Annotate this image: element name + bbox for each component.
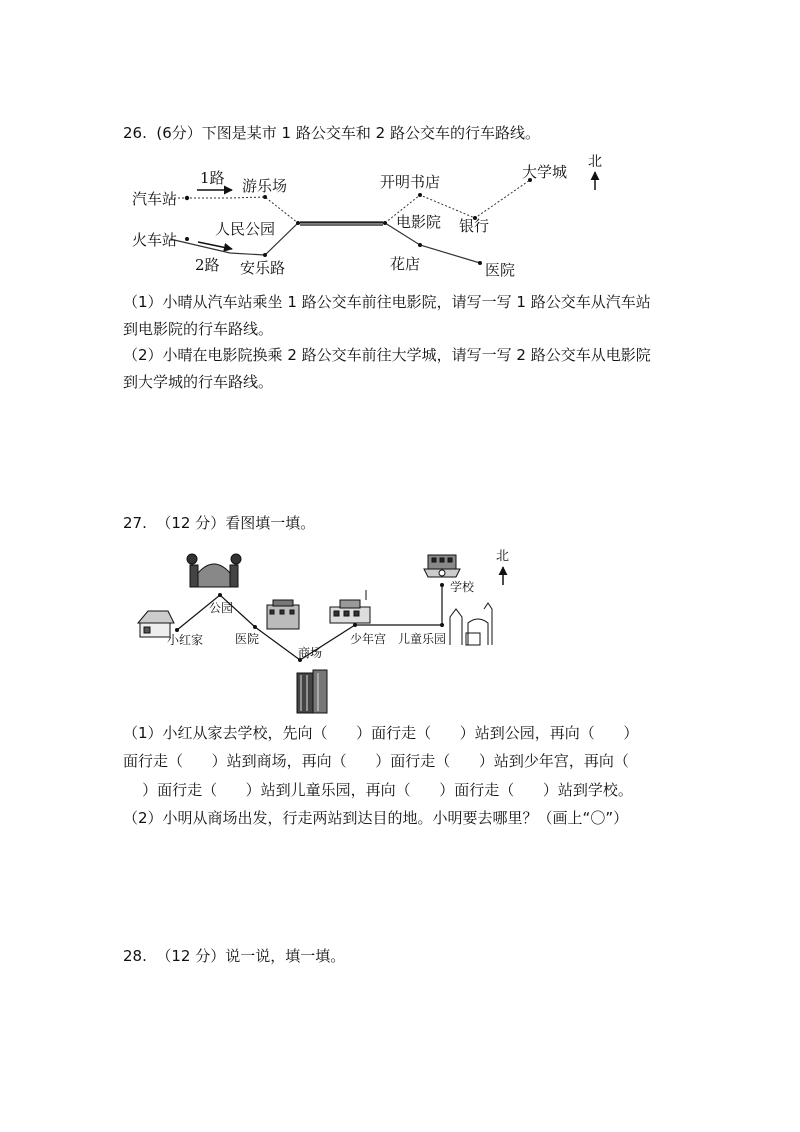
school-icon	[424, 555, 460, 577]
q27-label-xiaohong: 小红家	[167, 633, 204, 647]
stop-qiche	[185, 196, 189, 200]
q26-sub2-line1: （2）小晴在电影院换乘 2 路公交车前往大学城，请写一写 2 路公交车从电影院	[123, 346, 651, 364]
q26-north-label: 北	[588, 154, 602, 170]
stop-huadian	[418, 243, 422, 247]
label-anle: 安乐路	[240, 259, 286, 277]
hospital-icon	[267, 600, 299, 629]
label-kaiming: 开明书店	[380, 173, 441, 191]
q27-stop-xuexiao	[440, 583, 444, 587]
stop-huoche	[185, 237, 189, 241]
q27-route-map	[130, 545, 530, 715]
label-qiche: 汽车站	[132, 190, 178, 208]
stop-youle	[263, 195, 267, 199]
youth-palace-icon	[330, 590, 370, 623]
stop-dianying	[383, 221, 387, 225]
q27-label-yiyuan: 医院	[235, 632, 260, 646]
q26-bus-route-map	[120, 150, 620, 285]
bus2-label: 2路	[195, 256, 220, 274]
stop-anle	[263, 253, 267, 257]
q27-label-xuexiao: 学校	[450, 580, 475, 594]
q26-heading: 26. (6分）下图是某市 1 路公交车和 2 路公交车的行车路线。	[123, 124, 540, 142]
label-yiyuan: 医院	[485, 261, 516, 279]
park-gate-icon	[187, 554, 241, 587]
q27-stop-shaonian	[353, 623, 357, 627]
q26-sub2-line2: 到大学城的行车路线。	[123, 373, 274, 391]
label-renmin: 人民公园	[215, 220, 276, 238]
q27-sub1-line3: ）面行走（ ）站到儿童乐园，再向（ ）面行走（ ）站到学校。	[123, 781, 633, 799]
stop-renmin	[296, 221, 300, 225]
q27-sub1-line2: 面行走（ ）站到商场，再向（ ）面行走（ ）站到少年宫，再向（	[123, 752, 629, 770]
shopping-mall-icon	[297, 670, 327, 713]
label-yinhang: 银行	[459, 217, 490, 235]
q26-sub1-line2: 到电影院的行车路线。	[123, 320, 274, 338]
label-huadian: 花店	[390, 255, 421, 273]
bus2-arrow	[198, 242, 232, 249]
label-huoche: 火车站	[132, 231, 178, 249]
playground-icon	[450, 603, 492, 645]
q27-stop-gongyuan	[218, 593, 222, 597]
label-dianying: 电影院	[396, 213, 442, 231]
q27-label-shaonian: 少年宫	[350, 632, 387, 646]
q26-sub1-line1: （1）小晴从汽车站乘坐 1 路公交车前往电影院，请写一写 1 路公交车从汽车站	[123, 293, 651, 311]
stop-kaiming	[418, 193, 422, 197]
q27-stop-ertong	[440, 623, 444, 627]
q27-sub2: （2）小明从商场出发，行走两站到达目的地。小明要去哪里？（画上“〇”）	[123, 809, 629, 827]
stop-yiyuan	[478, 261, 482, 265]
q27-label-ertong: 儿童乐园	[398, 632, 447, 646]
label-daxue: 大学城	[522, 163, 568, 181]
q27-stop-yiyuan	[253, 625, 257, 629]
q27-label-shangchang: 商场	[298, 646, 323, 660]
q28-heading: 28. （12 分）说一说，填一填。	[123, 947, 346, 965]
q27-label-gongyuan: 公园	[209, 601, 234, 615]
q27-stop-xiaohong	[175, 628, 179, 632]
label-youle: 游乐场	[242, 177, 288, 195]
q27-north-label: 北	[496, 549, 510, 564]
q27-heading: 27. （12 分）看图填一填。	[123, 514, 316, 532]
bus1-label: 1路	[200, 169, 225, 187]
q27-sub1-line1: （1）小红从家去学校，先向（ ）面行走（ ）站到公园，再向（ ）	[123, 724, 639, 742]
